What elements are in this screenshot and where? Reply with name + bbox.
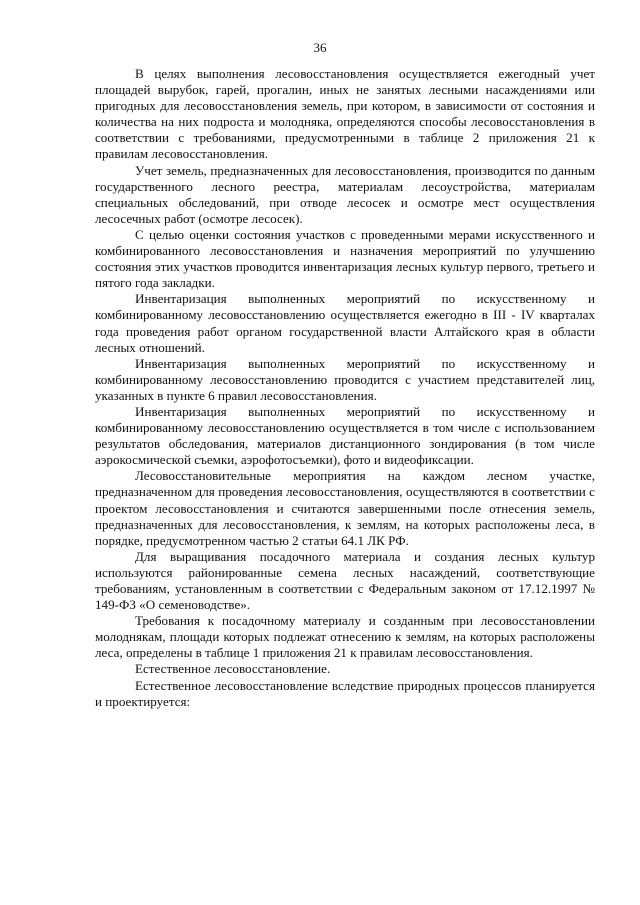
document-body: [95, 66, 595, 710]
paragraph: Инвентаризация выполненных мероприятий по искусственному и комбинированному лесовосстановлению проводится с участием представителей лиц, указанных в пункте 6 правил лесовосстановления.: [95, 355, 595, 403]
paragraph: Учет земель, предназначенных для лесовосстановления, производится по данным государственного лесного реестра, материалам лесоустройства, материалам специальных обследований, при отводе лесосек и осмотре мест осуществления лесосечных работ (осмотре лесосек).: [95, 162, 595, 226]
paragraph: Для выращивания посадочного материала и создания лесных культур используются районированные семена лесных насаждений, соответствующие требованиям, установленным в соответствии с Федеральным законом от 17.12.1997 № 149-ФЗ «О семеноводстве».: [95, 548, 595, 613]
page-number: 36: [313, 40, 327, 55]
paragraph: С целью оценки состояния участков с проведенными мерами искусственного и комбинированного лесовосстановления и назначения мероприятий по улучшению состояния этих участков проводится инвентаризация лесных культур первого, третьего и пятого года закладки.: [95, 226, 595, 291]
paragraph: Лесовосстановительные мероприятия на каждом лесном участке, предназначенном для проведения лесовосстановления, осуществляются в соответствии с проектом лесовосстановления и считаются завершенными после отнесения земель, предназначенных для лесовосстановления, к землям, на которых расположены леса, в порядке, предусмотренном частью 2 статьи 64.1 ЛК РФ.: [95, 468, 595, 548]
paragraph: Инвентаризация выполненных мероприятий по искусственному и комбинированному лесовосстановлению осуществляется ежегодно в III - IV кварталах года проведения работ органом государственной власти Алтайского края в области лесных отношений.: [95, 291, 595, 355]
paragraph: Требования к посадочному материалу и созданным при лесовосстановлении молоднякам, площади которых подлежат отнесению к землям, на которых расположены леса, определены в таблице 1 приложения 21 к правилам лесовосстановления.: [95, 613, 595, 661]
paragraph: Инвентаризация выполненных мероприятий по искусственному и комбинированному лесовосстановлению осуществляется в том числе с использованием результатов обследования, материалов дистанционного зондирования (в том числе аэрокосмической съемки, аэрофотосъемки), фото и видеофиксации.: [95, 403, 595, 468]
paragraph: Естественное лесовосстановление вследствие природных процессов планируется и проектируется:: [95, 677, 595, 709]
paragraph: Естественное лесовосстановление.: [135, 661, 331, 677]
paragraph: В целях выполнения лесовосстановления осуществляется ежегодный учет площадей вырубок, гарей, прогалин, иных не занятых лесными насаждениями или пригодных для лесовосстановления земель, при котором, в зависимости от состояния и количества на них подроста и молодняка, определяются способы лесовосстановления в соответствии с требованиями, предусмотренными в таблице 2 приложения 21 к правилам лесовосстановления.: [95, 66, 595, 162]
